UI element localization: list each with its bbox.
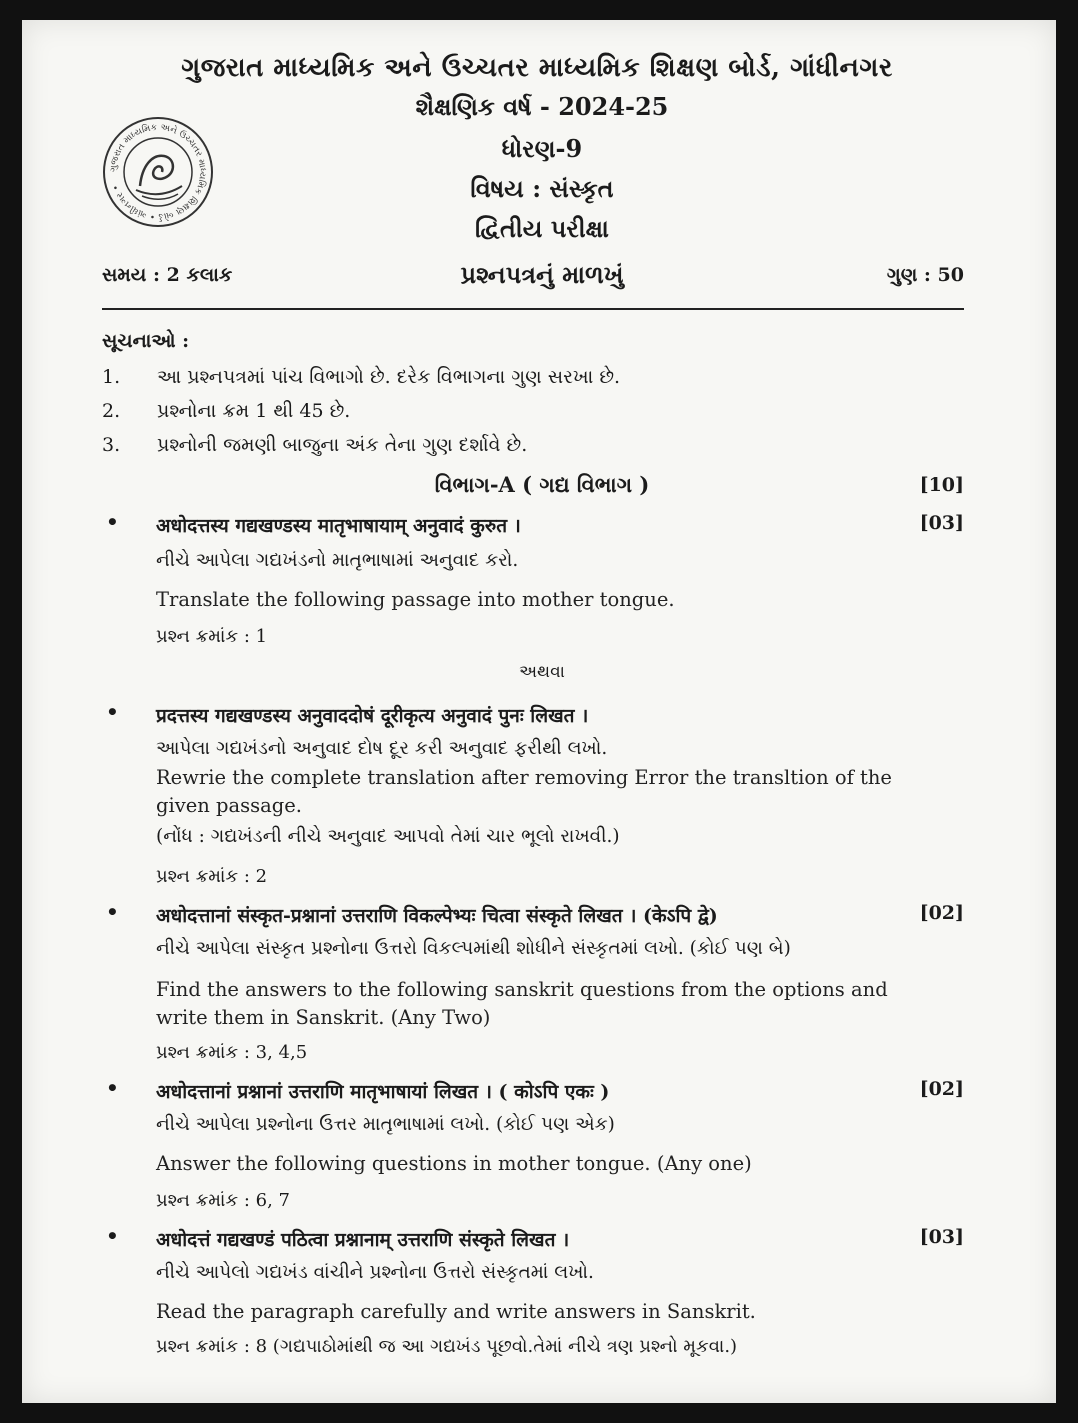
question-bullet: • [106, 1224, 119, 1248]
board-name: ગુજરાત માધ્યમિક અને ઉચ્ચતર માધ્યમિક શિક્ષણ બોર્ડ, ગાંધીનગર [181, 53, 893, 83]
question-bullet: • [106, 900, 119, 924]
question-bullet: • [106, 1076, 119, 1100]
board-logo-seal-icon [102, 116, 214, 228]
instruction-text: આ પ્રશ્નપત્રમાં પાંચ વિભાગો છે. દરેક વિભાગના ગુણ સરખા છે. [157, 366, 621, 388]
question-paper-sheet [22, 20, 1056, 1403]
q2-note: (નોંધ : ગદ્યખંડની નીચે અનુવાદ આપવો તેમાં ચાર ભૂલો રાખવી.) [156, 826, 620, 847]
q3-english-line-2: write them in Sanskrit. (Any Two) [156, 1006, 491, 1029]
instruction-text: પ્રશ્નોના ક્રમ 1 થી 45 છે. [157, 400, 351, 422]
q3-english-line-1: Find the answers to the following sanskrit questions from the options and [156, 978, 888, 1001]
or-separator: અથવા [519, 662, 565, 682]
academic-year: શૈક્ષણિક વર્ષ - 2024-25 [415, 92, 669, 121]
q1-gujarati-instruction: નીચે આપેલા ગદ્યખંડનો માતૃભાષામાં અનુવાદ કરો. [156, 550, 519, 571]
q4-english-instruction: Answer the following questions in mother tongue. (Any one) [156, 1152, 752, 1175]
q4-sanskrit-instruction: अधोदत्तानां प्रश्नानां उत्तराणि मातृभाषायां लिखत । ( कोऽपि एकः ) [156, 1081, 610, 1103]
instruction-number: 3. [102, 434, 121, 456]
instruction-number: 1. [102, 366, 121, 388]
exam-duration: સમય : 2 કલાક [102, 264, 233, 286]
q3-marks: [02] [919, 902, 964, 924]
paper-structure-title: પ્રશ્નપત્રનું માળખું [460, 260, 624, 289]
subject: વિષય : સંસ્કૃત [470, 174, 614, 203]
instruction-text: પ્રશ્નોની જમણી બાજુના અંક તેના ગુણ દર્શાવે છે. [157, 434, 528, 456]
q1-english-instruction: Translate the following passage into mother tongue. [156, 588, 675, 611]
q4-gujarati-instruction: નીચે આપેલા પ્રશ્નોના ઉત્તર માતૃભાષામાં લખો. (કોઈ પણ એક) [156, 1114, 615, 1135]
q4-marks: [02] [919, 1078, 964, 1100]
section-a-title: વિભાગ-A ( ગદ્ય વિભાગ ) [434, 472, 650, 497]
q5-english-instruction: Read the paragraph carefully and write answers in Sanskrit. [156, 1300, 756, 1323]
question-bullet: • [106, 510, 119, 534]
q3-question-number: પ્રશ્ન ક્રમાંક : 3, 4,5 [156, 1042, 308, 1063]
paper-header [22, 20, 1056, 260]
q2-sanskrit-instruction: प्रदत्तस्य गद्यखण्डस्य अनुवाददोषं दूरीकृत्य अनुवादं पुनः लिखत । [156, 705, 589, 727]
instructions-heading: સૂચનાઓ : [102, 330, 190, 352]
standard: ધોરણ-9 [501, 134, 583, 163]
section-a-marks: [10] [919, 474, 964, 496]
q2-gujarati-instruction: આપેલા ગદ્યખંડનો અનુવાદ દોષ દૂર કરી અનુવાદ ફરીથી લખો. [156, 738, 608, 759]
question-bullet: • [106, 700, 119, 724]
q5-sanskrit-instruction: अधोदत्तं गद्यखण्डं पठित्वा प्रश्नानाम् उत्तराणि संस्कृते लिखत । [156, 1229, 570, 1251]
q4-question-number: પ્રશ્ન ક્રમાંક : 6, 7 [156, 1190, 290, 1211]
q3-sanskrit-instruction: अधोदत्तानां संस्कृत-प्रश्नानां उत्तराणि विकल्पेभ्यः चित्वा संस्कृते लिखत । (केऽपि द्वे) [156, 905, 718, 927]
q2-question-number: પ્રશ્ન ક્રમાંક : 2 [156, 866, 268, 887]
q2-english-line-2: given passage. [156, 794, 303, 817]
exam-name: દ્વિતીય પરીક્ષા [475, 214, 609, 243]
q1-sanskrit-instruction: अधोदत्तस्य गद्यखण्डस्य मातृभाषायाम् अनुवादं कुरुत । [156, 515, 521, 537]
q1-question-number: પ્રશ્ન ક્રમાંક : 1 [156, 626, 268, 647]
logo-ring-text: ગુજરાત માધ્યમિક અને ઉચ્ચતર માધ્યમિક શિક્ષણ બોર્ડ • ગાંધીનગર • [108, 122, 208, 222]
header-divider [102, 308, 964, 310]
q5-question-number: પ્રશ્ન ક્રમાંક : 8 (ગદ્યપાઠોમાંથી જ આ ગદ્યખંડ પૂછવો.તેમાં નીચે ત્રણ પ્રશ્નો મૂકવા.) [156, 1336, 738, 1357]
instruction-number: 2. [102, 400, 121, 422]
q5-gujarati-instruction: નીચે આપેલો ગદ્યખંડ વાંચીને પ્રશ્નોના ઉત્તરો સંસ્કૃતમાં લખો. [156, 1262, 594, 1283]
q2-english-line-1: Rewrie the complete translation after removing Error the transltion of the [156, 766, 892, 789]
total-marks: ગુણ : 50 [886, 264, 964, 286]
q1-marks: [03] [919, 512, 964, 534]
q5-marks: [03] [919, 1226, 964, 1248]
q3-gujarati-instruction: નીચે આપેલા સંસ્કૃત પ્રશ્નોના ઉત્તરો વિકલ્પમાંથી શોધીને સંસ્કૃતમાં લખો. (કોઈ પણ બે) [156, 938, 791, 959]
